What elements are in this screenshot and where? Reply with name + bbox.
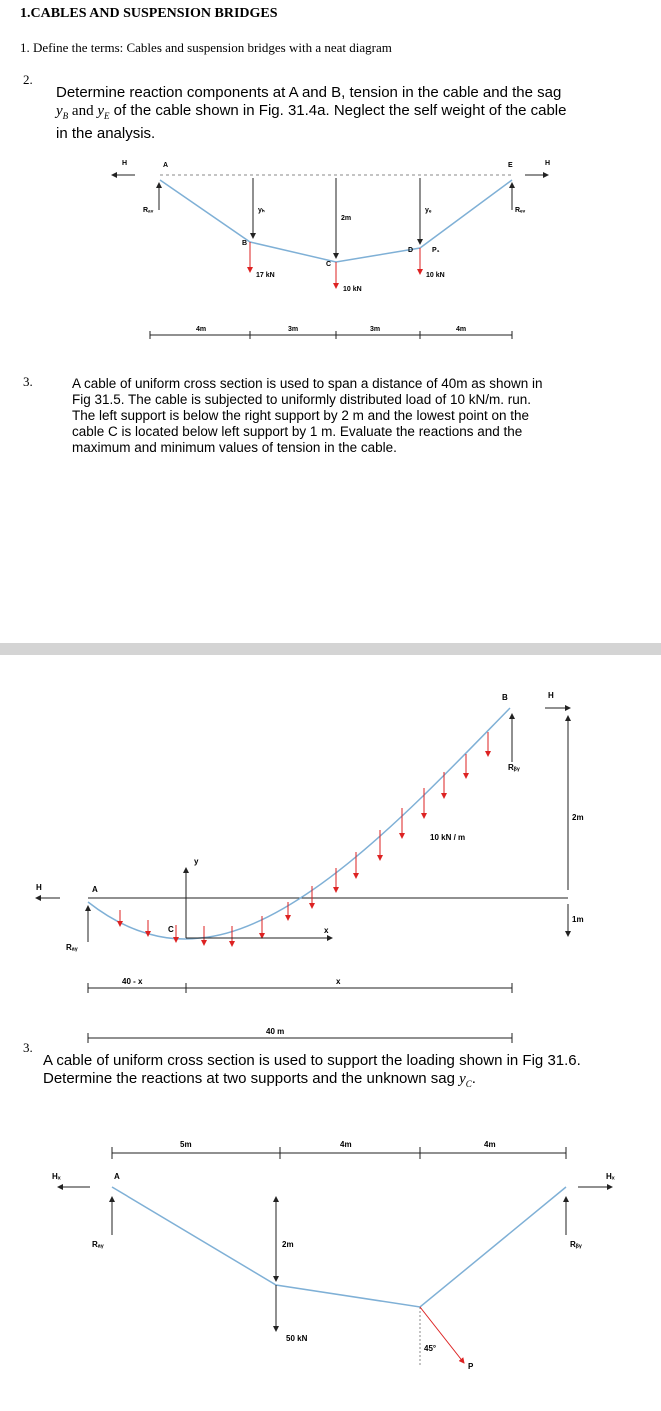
math-y: y [459,1070,466,1087]
label-b: B [502,693,508,702]
dim-5m: 5m [180,1140,192,1149]
question-2-line-2 [56,102,656,126]
section-heading: 1.CABLES AND SUSPENSION BRIDGES [20,6,278,21]
label-h-right: H [548,691,554,700]
label-h-left: H [122,160,128,167]
label-h-left: H [36,883,42,892]
label-yb: yₕ [258,207,265,214]
label-y: y [194,857,199,866]
math-and: and [68,102,98,119]
load-d-label: 10 kN [426,272,445,279]
label-45: 45° [424,1344,437,1353]
question-3b-line-1: A cable of uniform cross section is used to support the loading shown in Fig 31.6. [43,1052,581,1069]
math-sub-b: B [62,110,69,121]
question-3a-line: A cable of uniform cross section is used to span a distance of 40m as shown in [72,376,543,391]
label-c: C [168,925,174,934]
figure-31-5 [0,680,661,1060]
question-3a-number: 3. [23,374,33,389]
label-p1: P₁ [432,247,440,254]
question-3b-text [43,1052,658,1093]
label-c: C [326,261,332,268]
label-rev: Rₑᵥ [515,207,526,214]
label-a: A [163,162,169,169]
label-hx-right: Hₓ [606,1172,615,1181]
question-3b-number: 3. [23,1040,33,1055]
page-divider [0,643,661,655]
dim-2: 3m [288,326,299,333]
label-ye: yₑ [425,207,432,214]
question-3a-line: maximum and minimum values of tension in the cable. [72,440,397,455]
math-y: y [56,102,63,119]
question-3b-line-2 [43,1070,658,1094]
dim-3: 3m [370,326,381,333]
question-3b-line-2-end: . [471,1069,476,1087]
label-h-right: H [545,160,551,167]
label-p: P [468,1362,474,1371]
figure-31-4a [0,150,661,350]
label-ray: Rₐᵧ [66,943,78,952]
label-udl: 10 kN / m [430,833,466,842]
question-3b-line-2-pre: Determine the reactions at two supports and the unknown sag [43,1069,460,1087]
label-a: A [92,885,98,894]
question-2-line-3: in the analysis. [56,125,156,142]
label-x-axis: x [324,926,329,935]
label-rby: Rᵦᵧ [508,763,520,772]
question-2-text [56,84,656,143]
question-3a-line: cable C is located below left support by 1 m. Evaluate the reactions and the [72,424,523,439]
dim-4m-1: 4m [340,1140,352,1149]
question-2-line-2-rest: of the cable shown in Fig. 31.4a. Neglect the self weight of the cable [109,101,567,119]
cable [112,1187,566,1307]
question-2-number: 2. [23,72,33,87]
label-1m: 1m [572,915,584,924]
figure-31-6 [0,1135,661,1411]
label-50kn: 50 kN [286,1334,308,1343]
question-3a-text [72,376,607,456]
label-e: E [508,162,513,169]
load-b-label: 17 kN [256,272,275,279]
label-hx-left: Hₓ [52,1172,61,1181]
p-arrow [420,1307,464,1363]
label-rby: Rᵦᵧ [570,1240,582,1249]
label-d: D [408,247,414,254]
label-x: x [336,977,341,986]
math-sub-c: C [465,1078,472,1089]
label-2m: 2m [282,1240,294,1249]
dim-4m-2: 4m [484,1140,496,1149]
load-c-label: 10 kN [343,286,362,293]
question-3a-line: The left support is below the right support by 2 m and the lowest point on the [72,408,530,423]
label-ray: Rₐᵧ [92,1240,104,1249]
label-rav: Rₐᵥ [143,207,154,214]
label-b: B [242,240,248,247]
math-y: y [97,102,105,119]
question-3a-line: Fig 31.5. The cable is subjected to uniformly distributed load of 10 kN/m. run. [72,392,531,407]
math-sub-e: E [104,110,110,121]
dim-1: 4m [196,326,207,333]
label-40m: 40 m [266,1027,285,1036]
label-2m: 2m [572,813,584,822]
cable [88,708,510,939]
label-a: A [114,1172,120,1181]
dim-4: 4m [456,326,467,333]
label-2m: 2m [341,215,352,222]
question-1: 1. Define the terms: Cables and suspension bridges with a neat diagram [20,40,392,55]
question-2-line-1: Determine reaction components at A and B, tension in the cable and the sag [56,84,562,101]
label-40-x: 40 - x [122,977,143,986]
